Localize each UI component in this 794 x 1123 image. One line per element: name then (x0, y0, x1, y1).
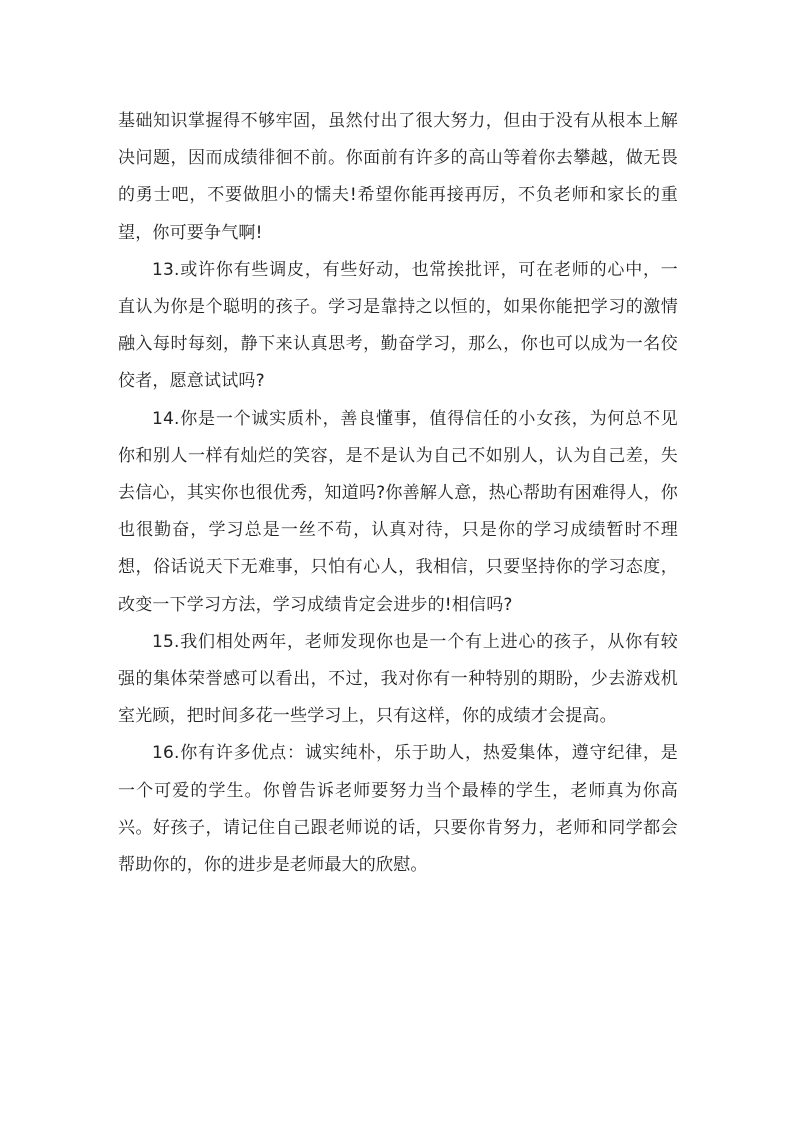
paragraph-15: 15.我们相处两年，老师发现你也是一个有上进心的孩子，从你有较强的集体荣誉感可以看出，不过，我对你有一种特别的期盼，少去游戏机室光顾，把时间多花一些学习上，只有这样，你的成绩才会提高。 (118, 631, 678, 727)
paragraph-continued: 基础知识掌握得不够牢固，虽然付出了很大努力，但由于没有从根本上解决问题，因而成绩徘徊不前。你面前有许多的高山等着你去攀越，做无畏的勇士吧，不要做胆小的懦夫!希望你能再接再厉，不负老师和家长的重望，你可要争气啊! (118, 111, 678, 243)
document-body (118, 103, 678, 884)
paragraph-16: 16.你有许多优点：诚实纯朴，乐于助人，热爱集体，遵守纪律，是一个可爱的学生。你曾告诉老师要努力当个最棒的学生，老师真为你高兴。好孩子，请记住自己跟老师说的话，只要你肯努力，老师和同学都会帮助你的，你的进步是老师最大的欣慰。 (118, 743, 678, 876)
paragraph-14: 14.你是一个诚实质朴，善良懂事，值得信任的小女孩，为何总不见你和别人一样有灿烂的笑容，是不是认为自己不如别人，认为自己差，失去信心，其实你也很优秀，知道吗?你善解人意，热心帮助有困难得人，你也很勤奋，学习总是一丝不苟，认真对待，只是你的学习成绩暂时不理想，俗话说天下无难事，只怕有心人，我相信，只要坚持你的学习态度，改变一下学习方法，学习成绩肯定会进步的!相信吗? (118, 408, 678, 615)
paragraph-13: 13.或许你有些调皮，有些好动，也常挨批评，可在老师的心中，一直认为你是个聪明的孩子。学习是靠持之以恒的，如果你能把学习的激情融入每时每刻，静下来认真思考，勤奋学习，那么，你也可以成为一名佼佼者，愿意试试吗? (118, 259, 678, 392)
